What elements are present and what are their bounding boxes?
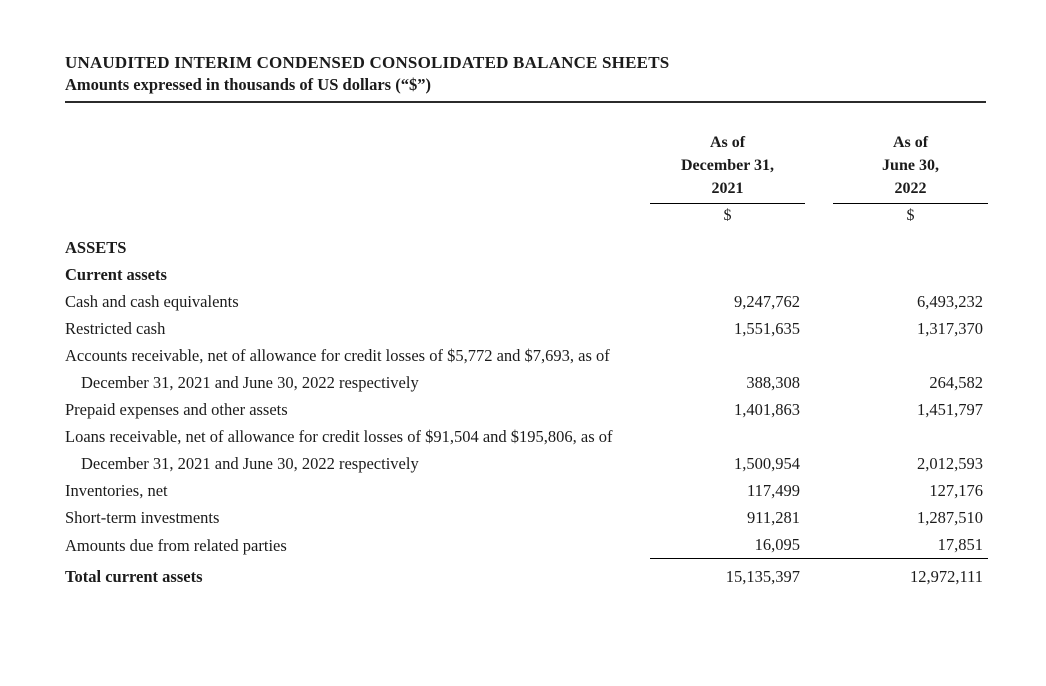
row-label: Loans receivable, net of allowance for credit losses of $91,504 and $195,806, as of December 31, 2021 and June 30, 2022 respectively: [65, 427, 613, 473]
row-value-dec-31-2021: 9,247,762: [734, 292, 800, 311]
row-value-dec-31-2021: [650, 234, 805, 261]
row-label: Inventories, net: [65, 481, 168, 500]
row-value-dec-31-2021: 388,308: [746, 373, 800, 392]
table-row: [65, 423, 988, 477]
row-value-dec-31-2021: 1,551,635: [734, 319, 800, 338]
page-title: UNAUDITED INTERIM CONDENSED CONSOLIDATED BALANCE SHEETS: [65, 53, 670, 72]
currency-row: [65, 204, 988, 235]
row-label: Short-term investments: [65, 508, 220, 527]
row-value-jun-30-2022: [833, 261, 988, 288]
balance-sheet-table: [65, 103, 988, 590]
page-subtitle: Amounts expressed in thousands of US dollars (“$”): [65, 75, 431, 94]
row-value-dec-31-2021: 16,095: [754, 535, 800, 554]
row-label: Total current assets: [65, 567, 203, 586]
row-value-jun-30-2022: 264,582: [929, 373, 983, 392]
row-value-dec-31-2021: [650, 261, 805, 288]
table-header: [65, 103, 988, 234]
row-value-jun-30-2022: 1,287,510: [917, 508, 983, 527]
row-value-jun-30-2022: 1,451,797: [917, 400, 983, 419]
table-row: [65, 315, 988, 342]
currency-symbol: $: [906, 207, 915, 224]
table-row: [65, 261, 988, 288]
column-gap: [805, 559, 833, 591]
row-label: Restricted cash: [65, 319, 166, 338]
column-header-jun-30-2022: As of June 30, 2022: [833, 103, 988, 204]
row-value-jun-30-2022: [833, 234, 988, 261]
column-gap: [805, 261, 833, 288]
table-row: [65, 531, 988, 559]
row-value-jun-30-2022: 12,972,111: [833, 559, 988, 591]
column-gap: [805, 423, 833, 477]
row-value-dec-31-2021: 117,499: [746, 481, 800, 500]
column-gap: [805, 531, 833, 559]
table-row: [65, 342, 988, 396]
row-value-jun-30-2022: 2,012,593: [917, 454, 983, 473]
balance-sheet-rows: [65, 234, 988, 590]
row-label: ASSETS: [65, 238, 127, 257]
row-label: Amounts due from related parties: [65, 535, 287, 555]
column-header-dec-31-2021: As of December 31, 2021: [650, 103, 805, 204]
row-value-dec-31-2021: 911,281: [746, 508, 800, 527]
period-header-row: [65, 103, 988, 204]
column-gap: [805, 288, 833, 315]
row-label: Accounts receivable, net of allowance for credit losses of $5,772 and $7,693, as of December 31, 2021 and June 30, 2022 respectively: [65, 346, 610, 392]
row-value-jun-30-2022: 6,493,232: [917, 292, 983, 311]
table-row: [65, 396, 988, 423]
row-value-dec-31-2021: 1,401,863: [734, 400, 800, 419]
column-gap: [805, 234, 833, 261]
column-gap: [805, 396, 833, 423]
row-value-jun-30-2022: 17,851: [937, 535, 983, 554]
table-row: [65, 504, 988, 531]
table-row: [65, 234, 988, 261]
row-label: Cash and cash equivalents: [65, 292, 239, 311]
row-value-jun-30-2022: 127,176: [929, 481, 983, 500]
row-value-jun-30-2022: 1,317,370: [917, 319, 983, 338]
currency-symbol: $: [723, 207, 732, 224]
row-label: Prepaid expenses and other assets: [65, 400, 288, 419]
column-gap: [805, 315, 833, 342]
column-gap: [805, 103, 833, 204]
column-gap: [805, 342, 833, 396]
column-gap: [805, 477, 833, 504]
table-row: [65, 477, 988, 504]
row-value-dec-31-2021: 1,500,954: [734, 454, 800, 473]
column-gap: [805, 504, 833, 531]
row-label: Current assets: [65, 265, 167, 284]
table-row: [65, 288, 988, 315]
row-value-dec-31-2021: 15,135,397: [650, 559, 805, 591]
table-row: [65, 559, 988, 591]
